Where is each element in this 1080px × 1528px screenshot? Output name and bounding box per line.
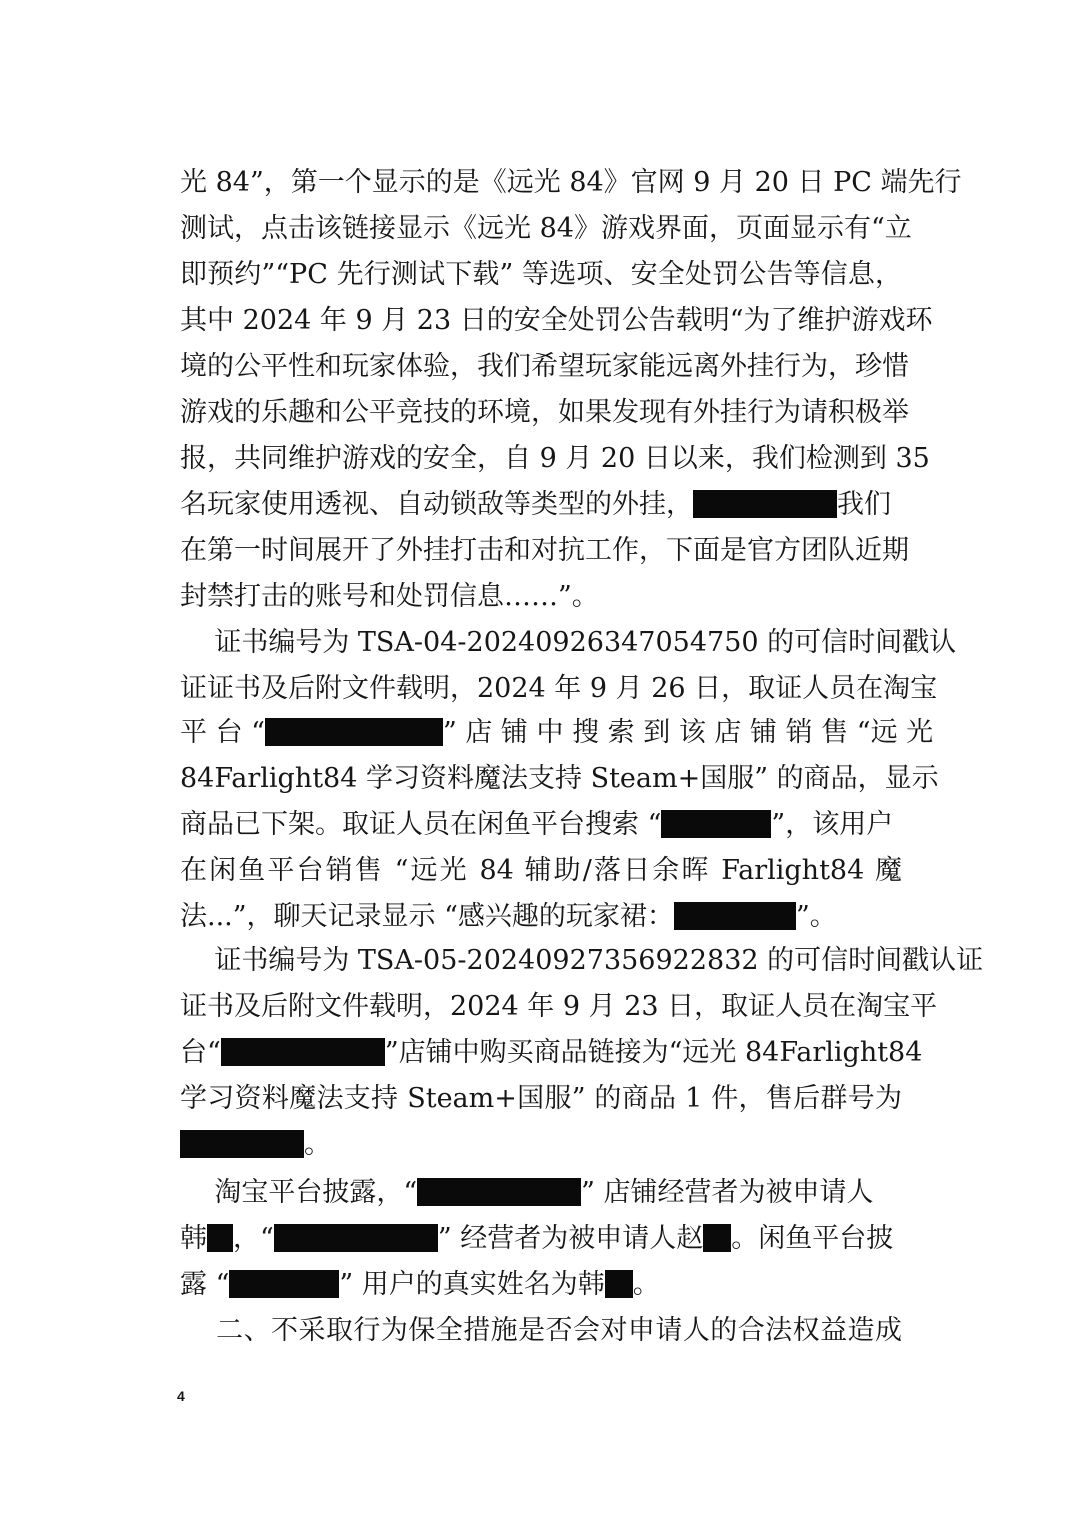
text-segment: 平 台 “ <box>180 717 265 748</box>
text-segment: ” 经营者为被申请人赵 <box>437 1223 704 1254</box>
text-line <box>180 438 930 480</box>
text-line <box>180 804 902 846</box>
text-segment: 商品已下架。取证人员在闲鱼平台搜索 “ <box>180 809 662 840</box>
text-line <box>180 1310 902 1352</box>
text-segment: 境的公平性和玩家体验，我们希望玩家能远离外挂行为，珍惜 <box>180 351 909 382</box>
text-segment: ”，该用户 <box>771 809 894 840</box>
redaction-box <box>605 1270 633 1298</box>
page-number: 4 <box>177 1388 185 1404</box>
text-segment: 。 <box>304 1129 331 1160</box>
text-line <box>180 1078 902 1120</box>
text-segment: 封禁打击的账号和处罚信息……”。 <box>180 581 599 612</box>
text-line <box>180 940 984 982</box>
text-segment: 二、不采取行为保全措施是否会对申请人的合法权益造成 <box>180 1315 902 1346</box>
redaction-box <box>674 902 796 930</box>
text-segment: 游戏的乐趣和公平竞技的环境，如果发现有外挂行为请积极举 <box>180 397 909 428</box>
text-segment: 证书及后附文件载明，2024 年 9 月 23 日，取证人员在淘宝平 <box>180 991 938 1022</box>
redaction-box <box>661 810 771 838</box>
text-segment: 测试，点击该链接显示《远光 84》游戏界面，页面显示有“立 <box>180 213 912 244</box>
redaction-box <box>229 1270 339 1298</box>
text-line <box>180 300 933 342</box>
text-segment: 淘宝平台披露，“ <box>180 1177 418 1208</box>
text-segment: 名玩家使用透视、自动锁敌等类型的外挂， <box>180 489 693 520</box>
text-segment: 在闲鱼平台销售 “远光 84 辅助/落日余晖 Farlight84 魔 <box>180 855 902 886</box>
text-line <box>180 162 962 204</box>
text-line <box>180 1172 902 1214</box>
text-line <box>180 1264 902 1306</box>
text-line <box>180 576 902 618</box>
redaction-box <box>703 1224 731 1252</box>
text-line <box>180 1124 902 1166</box>
text-segment: ” 用户的真实姓名为韩 <box>339 1269 605 1300</box>
redaction-box <box>180 1130 304 1158</box>
redaction-box <box>265 718 443 746</box>
text-segment: 。 <box>632 1269 660 1300</box>
text-segment: 即预约”“PC 先行测试下载” 等选项、安全处罚公告等信息， <box>180 259 902 290</box>
text-segment: 露 “ <box>180 1269 230 1300</box>
text-segment: 在第一时间展开了外挂打击和对抗工作，下面是官方团队近期 <box>180 535 909 566</box>
redaction-box <box>693 490 837 518</box>
text-segment: 证书编号为 TSA-05-20240927356922832 的可信时间戳认证 <box>180 945 984 976</box>
text-line <box>180 392 909 434</box>
text-segment: 光 84”，第一个显示的是《远光 84》官网 9 月 20 日 PC 端先行 <box>180 167 962 198</box>
text-segment: ” 店铺经营者为被申请人 <box>581 1177 874 1208</box>
text-segment: 韩 <box>180 1223 207 1254</box>
text-segment: 我们 <box>837 489 891 520</box>
redaction-box <box>207 1224 233 1252</box>
text-line <box>180 850 902 892</box>
redaction-box <box>221 1038 385 1066</box>
text-line <box>180 986 938 1028</box>
text-segment: ”店铺中购买商品链接为“远光 84Farlight84 <box>384 1037 923 1068</box>
text-segment: ，“ <box>233 1223 274 1254</box>
text-segment: 法...”，聊天记录显示 “感兴趣的玩家裙： <box>180 901 674 932</box>
text-line <box>180 530 909 572</box>
redaction-box <box>274 1224 438 1252</box>
text-line <box>180 208 912 250</box>
text-line <box>180 622 957 664</box>
text-segment: 报，共同维护游戏的安全，自 9 月 20 日以来，我们检测到 35 <box>180 443 930 474</box>
text-line <box>180 758 939 800</box>
text-segment: 台“ <box>180 1037 221 1068</box>
text-segment: 学习资料魔法支持 Steam+国服” 的商品 1 件，售后群号为 <box>180 1083 902 1114</box>
text-line <box>180 254 902 296</box>
text-segment: 证书编号为 TSA-04-20240926347054750 的可信时间戳认 <box>180 627 957 658</box>
text-line <box>180 1032 923 1074</box>
text-segment: 证证书及后附文件载明，2024 年 9 月 26 日，取证人员在淘宝 <box>180 673 938 704</box>
text-segment: 。闲鱼平台披 <box>731 1223 894 1254</box>
text-line <box>180 668 938 710</box>
text-segment: 其中 2024 年 9 月 23 日的安全处罚公告载明“为了维护游戏环 <box>180 305 933 336</box>
text-line <box>180 712 934 754</box>
text-line <box>180 896 902 938</box>
text-line <box>180 484 902 526</box>
text-segment: 84Farlight84 学习资料魔法支持 Steam+国服” 的商品，显示 <box>180 763 939 794</box>
text-segment: ”。 <box>795 901 837 932</box>
text-segment: ” 店 铺 中 搜 索 到 该 店 铺 销 售 “远 光 <box>442 717 934 748</box>
text-line <box>180 346 909 388</box>
redaction-box <box>417 1178 581 1206</box>
text-line <box>180 1218 902 1260</box>
